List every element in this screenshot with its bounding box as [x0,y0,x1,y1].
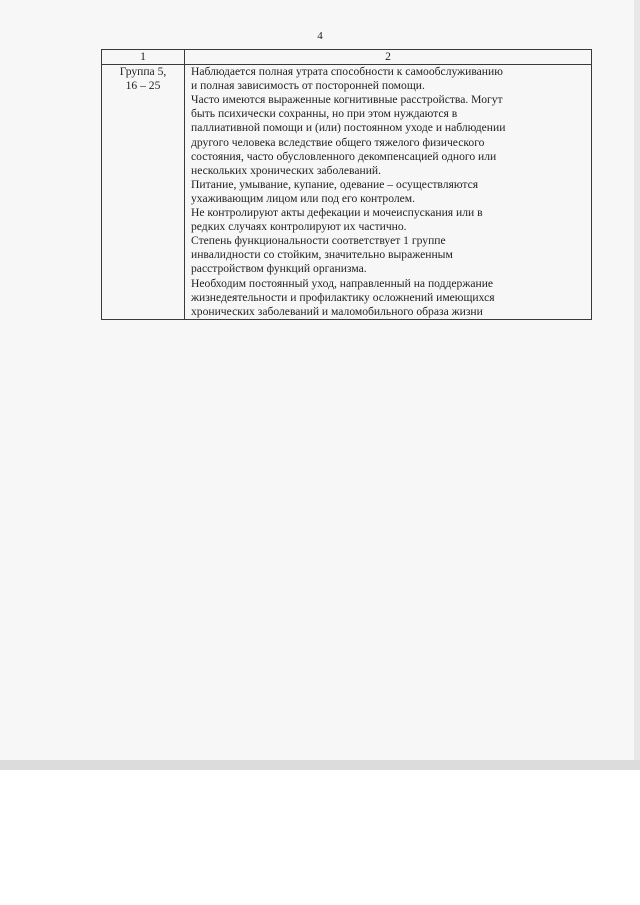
description-cell [185,65,592,320]
column-header-1: 1 [102,50,185,65]
description-line: другого человека вследствие общего тяжелого физического [191,135,485,149]
classification-table [101,49,592,320]
description-line: и полная зависимость от посторонней помощи. [191,79,425,93]
description-line: жизнедеятельности и профилактику осложнений имеющихся [191,290,495,304]
scan-bottom-border [0,760,640,770]
description-line: Питание, умывание, купание, одевание – осуществляются [191,177,479,191]
description-line: Наблюдается полная утрата способности к самообслуживанию [191,65,503,79]
description-line: редких случаях контролируют их частично. [191,220,407,234]
description-line: инвалидности со стойким, значительно выраженным [191,248,453,262]
page-number: 4 [317,30,323,42]
table-header-row [102,50,592,65]
description-line: расстройством функций организма. [191,262,367,276]
group-cell [102,65,185,320]
score-range: 16 – 25 [125,79,161,93]
description-line: быть психически сохранны, но при этом нуждаются в [191,107,458,121]
column-header-2: 2 [185,50,592,65]
description-line: нескольких хронических заболеваний. [191,163,382,177]
description-line: состояния, часто обусловленного декомпенсацией одного или [191,149,497,163]
description-line: хронических заболеваний и маломобильного образа жизни [191,304,483,318]
description-line: Не контролируют акты дефекации и мочеиспускания или в [191,206,483,220]
group-label: Группа 5, [119,65,167,79]
description-line: Часто имеются выраженные когнитивные расстройства. Могут [191,93,503,107]
table-row [102,65,592,320]
description-line: Необходим постоянный уход, направленный на поддержание [191,276,494,290]
scan-edge [634,0,640,770]
description-text [191,65,587,319]
description-line: паллиативной помощи и (или) постоянном уходе и наблюдении [191,121,506,135]
description-line: ухаживающим лицом или под его контролем. [191,191,416,205]
description-line: Степень функциональности соответствует 1 группе [191,234,446,248]
